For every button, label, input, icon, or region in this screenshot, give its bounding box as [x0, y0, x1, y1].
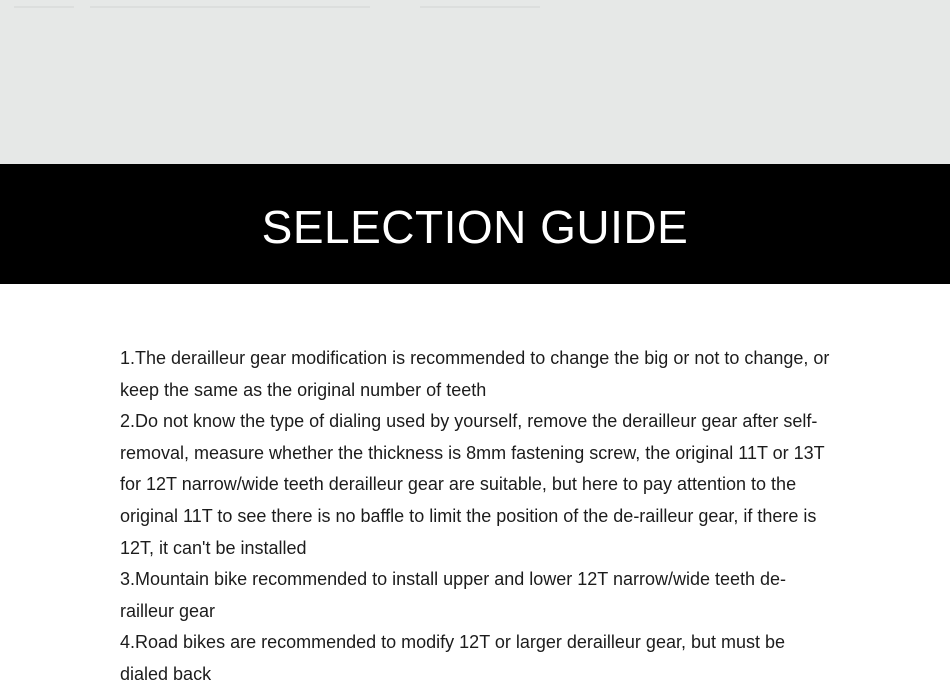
image-artifact-line [90, 6, 370, 8]
image-artifact-line [14, 6, 74, 8]
section-title: SELECTION GUIDE [261, 201, 689, 253]
product-image-bottom-edge [0, 0, 950, 164]
guide-item-4: 4.Road bikes are recommended to modify 12T or larger derailleur gear, but must be dialed back [120, 632, 786, 684]
guide-item-3: 3.Mountain bike recommended to install upper and lower 12T narrow/wide teeth de-railleur gear [120, 569, 787, 621]
image-artifact-line [420, 6, 540, 8]
section-header-bar [0, 164, 950, 284]
selection-guide-list [120, 343, 835, 691]
guide-item-1: 1.The derailleur gear modification is recommended to change the big or not to change, or keep the same as the original number of teeth [120, 348, 830, 400]
guide-item-2: 2.Do not know the type of dialing used by yourself, remove the derailleur gear after self-removal, measure whether the thickness is 8mm fastening screw, the original 11T or 13T for 12T narrow/wide teeth derailleur gear are suitable, but here to pay attention to the original 11T to see there is no baffle to limit the position of the de-railleur gear, if there is 12T, it can't be installed [120, 411, 825, 558]
